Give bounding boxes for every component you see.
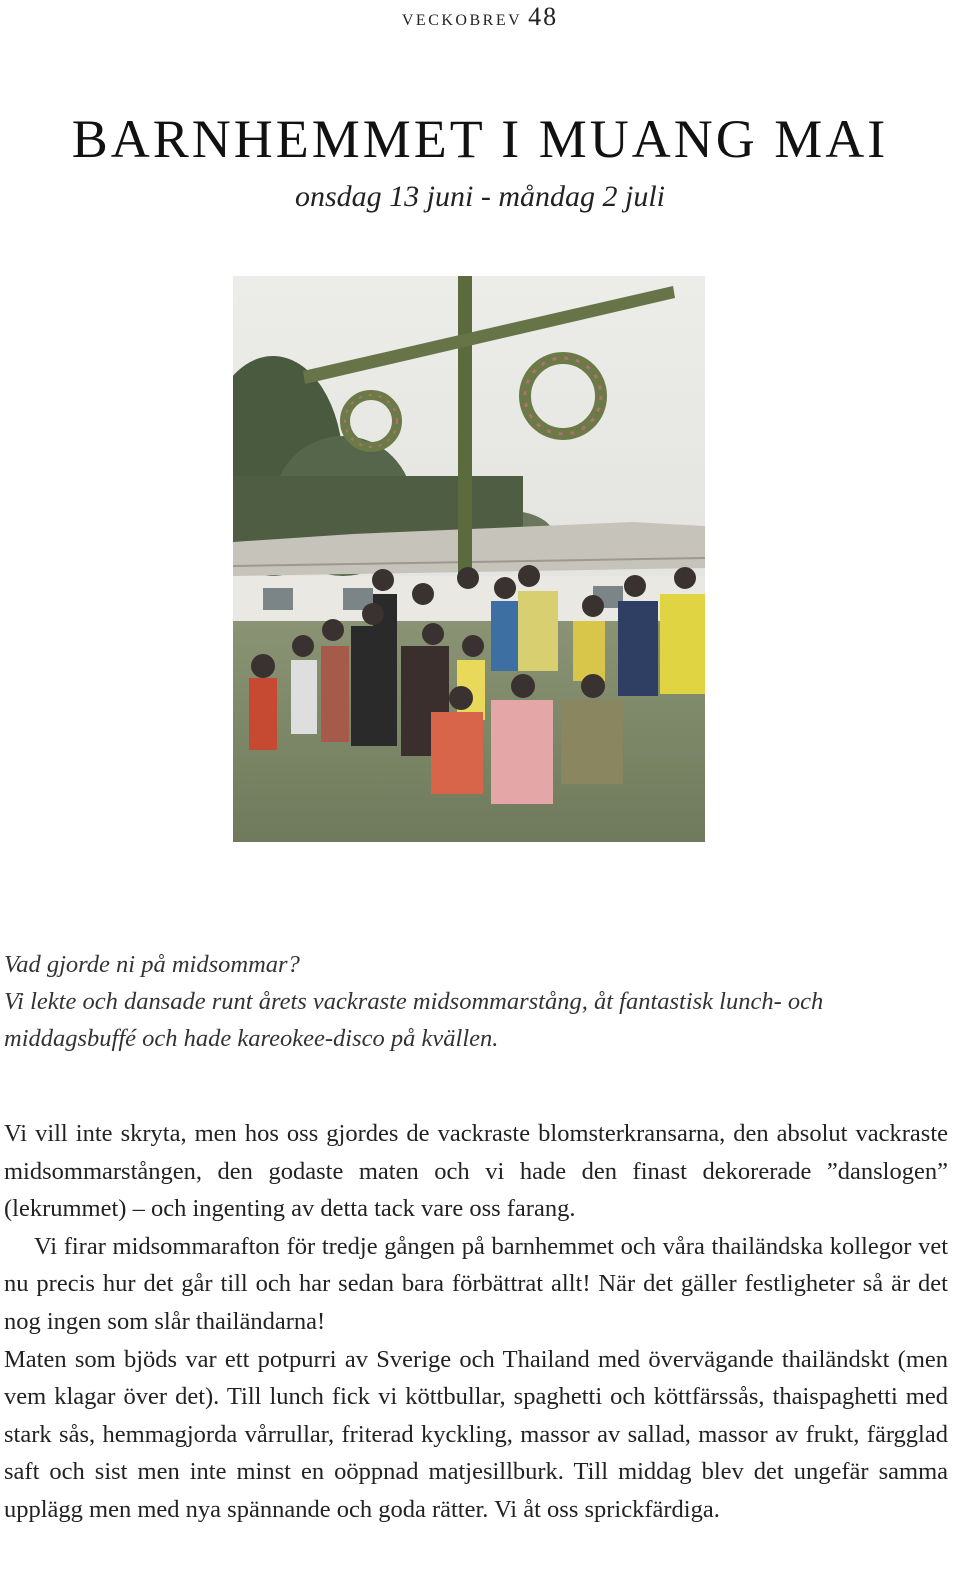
intro-qa <box>4 946 948 1057</box>
intro-answer: Vi lekte och dansade runt årets vackraste midsommarstång, åt fantastisk lunch- och middagsbuffé och hade kareokee-disco på kvällen. <box>4 988 824 1052</box>
page-title: BARNHEMMET I MUANG MAI <box>71 109 889 169</box>
intro-question: Vad gjorde ni på midsommar? <box>4 951 300 978</box>
paragraph: Maten som bjöds var ett potpurri av Sverige och Thailand med övervägande thailändskt (men vem klagar över det). Till lunch fick vi köttbullar, spaghetti och köttfärssås, thaispaghetti med stark sås, hemmagjorda vårrullar, friterad kyckling, massor av sallad, massor av frukt, färgglad saft och sist men inte minst en oöppnad matjesillburk. Till middag blev det ungefär samma upplägg men med nya spännande och goda rätter. Vi åt oss sprickfärdiga. <box>4 1345 948 1523</box>
newsletter-header <box>0 2 960 32</box>
date-range: onsdag 13 juni - måndag 2 juli <box>294 180 665 213</box>
newsletter-label: veckobrev <box>401 5 523 30</box>
newsletter-number: 48 <box>528 2 559 31</box>
paragraph: Vi vill inte skryta, men hos oss gjordes de vackraste blomsterkransarna, den absolut vackraste midsommarstången, den godaste maten och vi hade den finast dekorerade ”danslogen” (lekrummet) – och ingenting av detta tack vare oss farang. <box>4 1120 948 1223</box>
paragraph: Vi firar midsommarafton för tredje gången på barnhemmet och våra thailändska kollegor vet nu precis hur det går till och har sedan bara förbättrat allt! När det gäller festligheter så är det nog ingen som slår thailändarna! <box>4 1232 948 1335</box>
midsummer-pole-photo <box>233 276 705 842</box>
article-body <box>4 1115 948 1529</box>
